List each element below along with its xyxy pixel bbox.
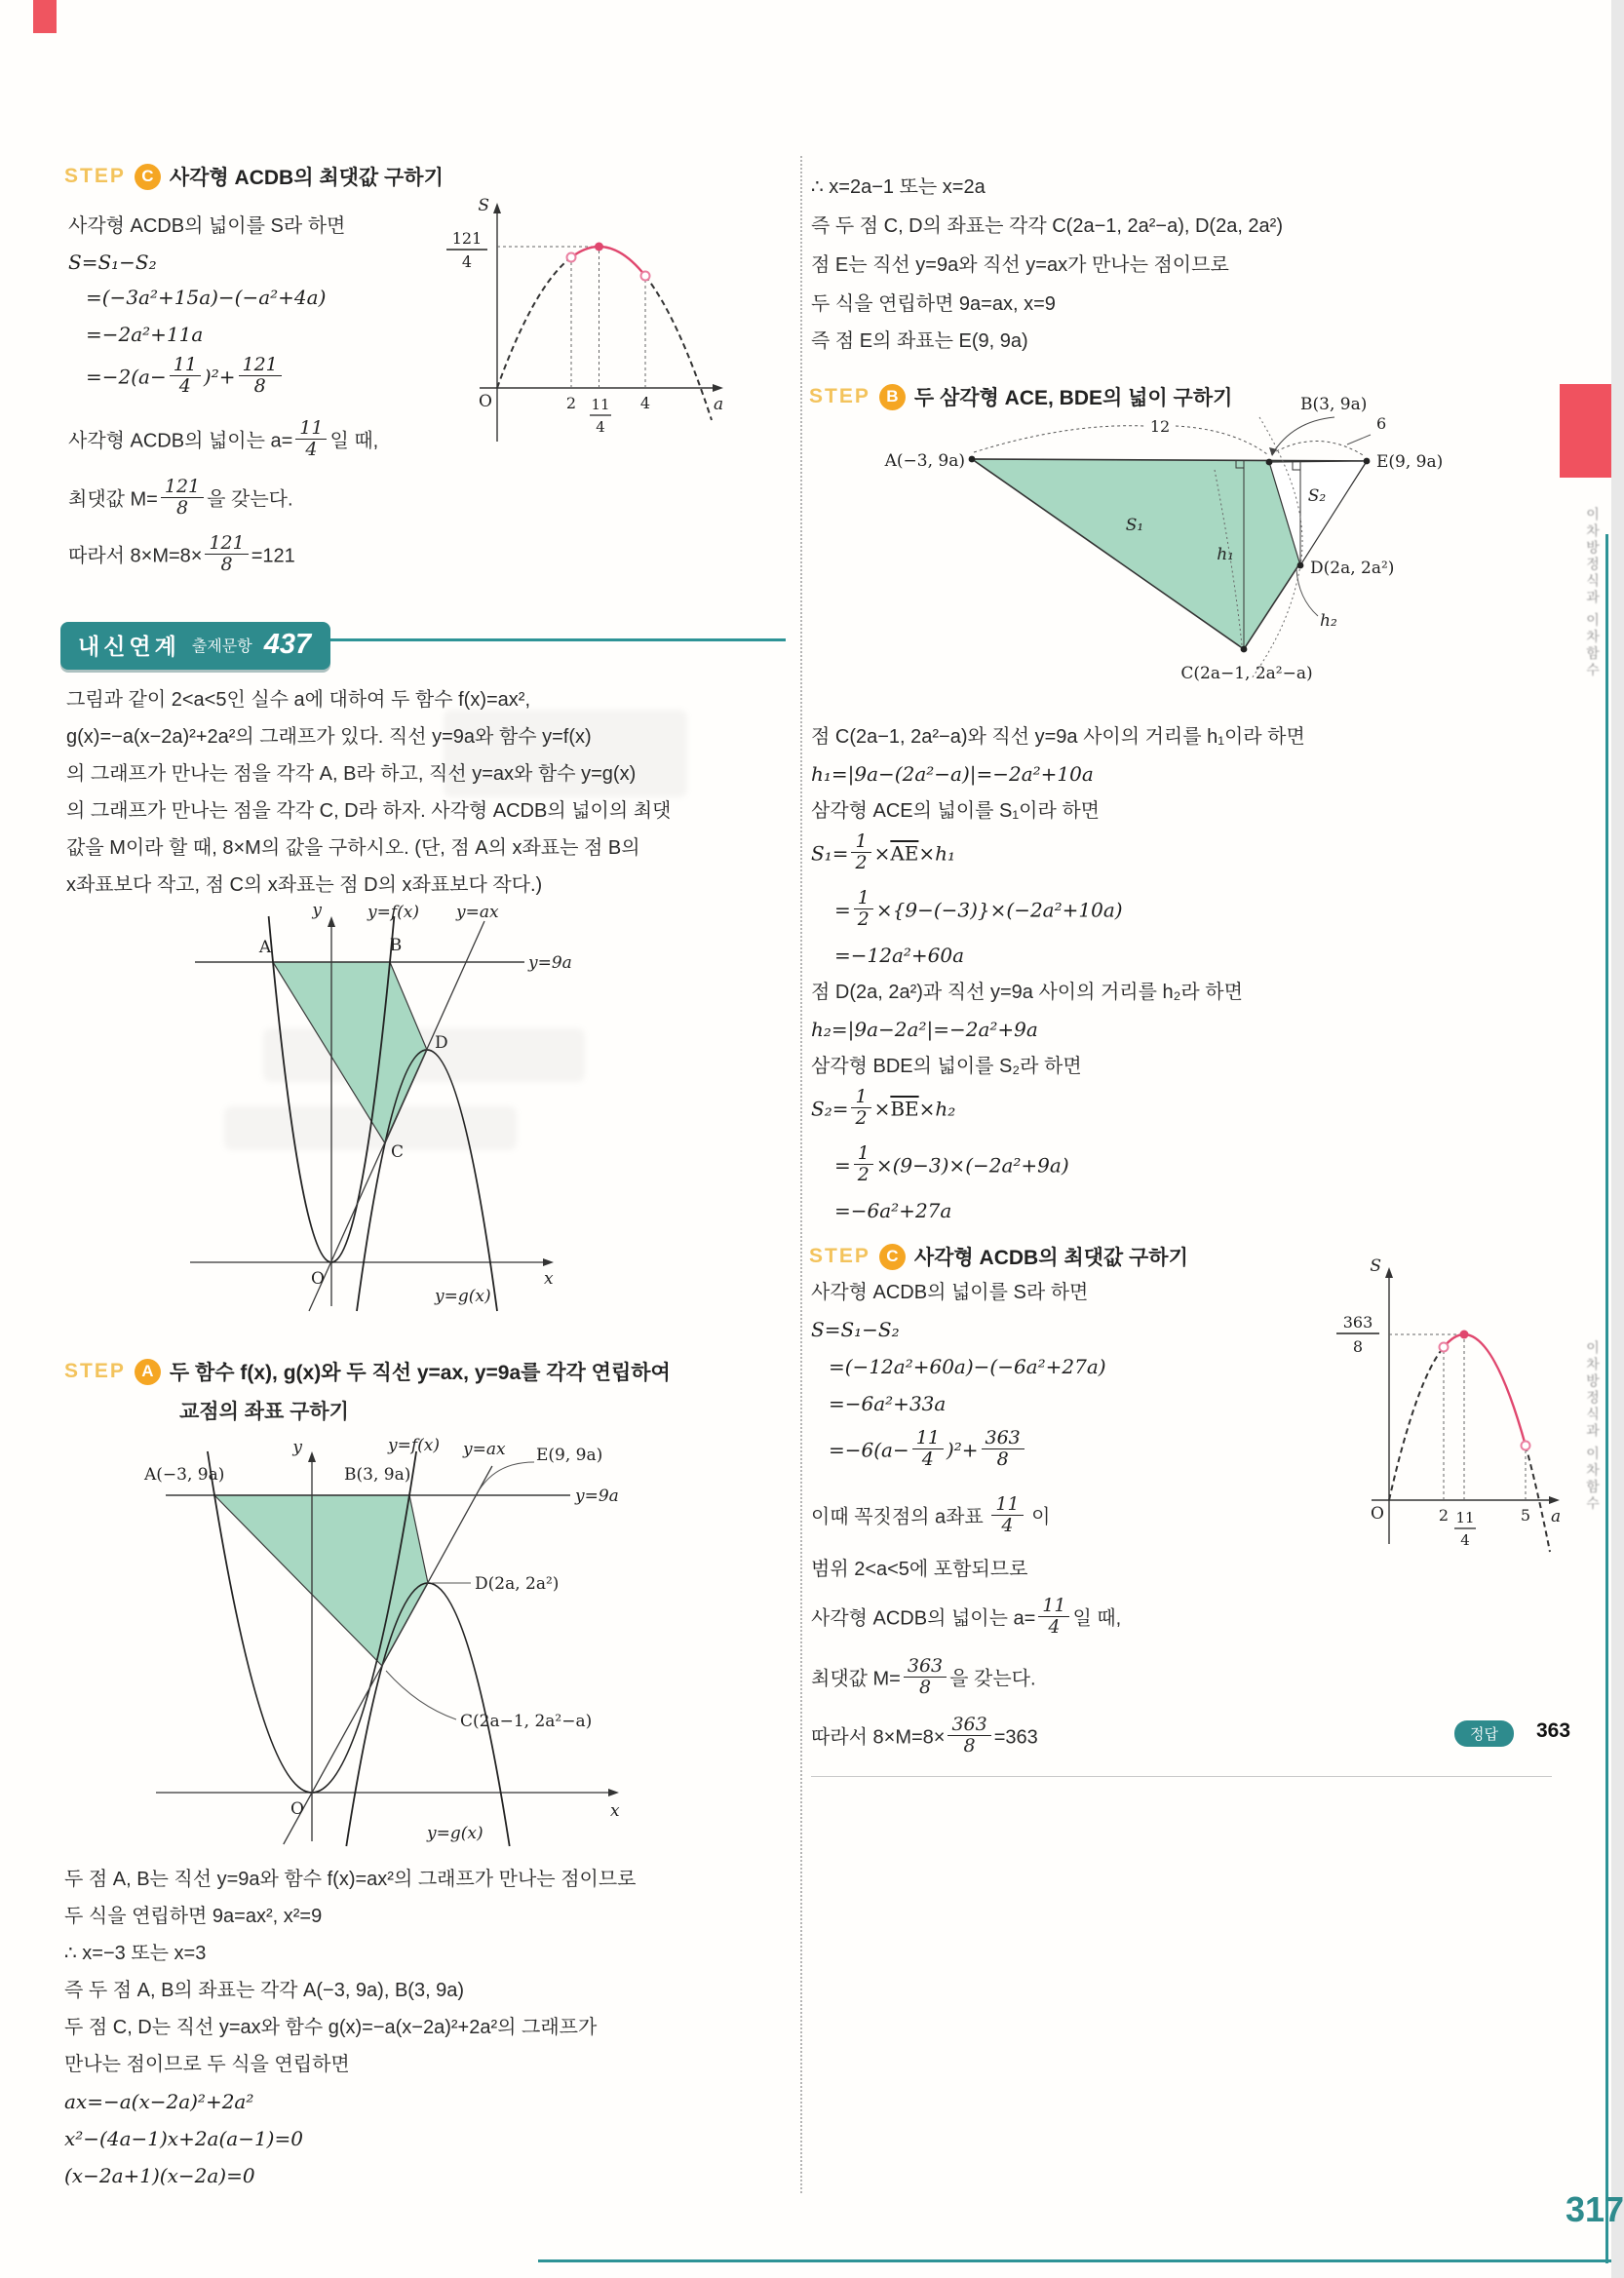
solution-line: 삼각형 ACE의 넓이를 S₁이라 하면 [811, 800, 1100, 822]
point-label-A: A(−3, 9a) [144, 1465, 225, 1485]
equation-line: =−12a²+60a [834, 944, 965, 967]
step-word: STEP [64, 165, 126, 187]
text-line: 이때 꼭짓점의 a좌표 $\frac{11}{4}$ 이 [811, 1493, 1051, 1536]
measure-12: 12 [1149, 417, 1171, 436]
area-label-s1: S₁ [1125, 516, 1144, 535]
axis-label-s: S [478, 196, 489, 215]
section-divider [811, 1776, 1552, 1777]
equation-line: S=S₁−S₂ [68, 251, 157, 274]
step-c-left-header [64, 162, 444, 191]
line-label-9a: y=9a [528, 953, 572, 973]
equation-line: S₂= $\frac{1}{2}$ $\times\overline{BE}\times h_2$ [811, 1086, 956, 1129]
height-label-h2: h₂ [1320, 611, 1337, 631]
axis-label-y: y [312, 901, 322, 920]
tick-5: 5 [1520, 1506, 1531, 1525]
step-a-header [64, 1357, 671, 1386]
solution-line: 즉 두 점 C, D의 좌표는 각각 C(2a−1, 2a²−a), D(2a, 2a²) [811, 215, 1283, 237]
problem-line: x좌표보다 작고, 점 C의 x좌표는 점 D의 x좌표보다 작다.) [66, 874, 543, 896]
page-bottom-rule [538, 2259, 1611, 2262]
equation-line: = $\frac{1}{2}$ ×(9−3)×(−2a²+9a) [834, 1142, 1069, 1185]
line-label-ax: y=ax [456, 903, 499, 922]
equation-line: ax=−a(x−2a)²+2a² [64, 2090, 254, 2113]
point-label-E: E(9, 9a) [1376, 452, 1444, 472]
curve-label-g: y=g(x) [427, 1824, 483, 1843]
line-label-9a: y=9a [575, 1486, 619, 1506]
equation-line: h₂=|9a−2a²|=−2a²+9a [811, 1018, 1038, 1041]
text-line: 사각형 ACDB의 넓이는 a= $\frac{11}{4}$ 일 때, [811, 1595, 1122, 1638]
graph-stepa-figure [136, 1437, 643, 1858]
tick-frac-num: 11 [1455, 1509, 1475, 1526]
page-number: 317 [1566, 2189, 1624, 2229]
point-label-C: C [391, 1142, 405, 1162]
graph-problem-figure [175, 901, 572, 1323]
tick-4: 4 [639, 394, 651, 412]
origin-label: O [479, 392, 492, 411]
page-edge-rule [1605, 534, 1608, 2263]
solution-line: 즉 두 점 A, B의 좌표는 각각 A(−3, 9a), B(3, 9a) [64, 1980, 465, 2001]
axis-label-a: a [714, 395, 724, 414]
corner-print-mark [33, 0, 57, 33]
chapter-tab [1560, 384, 1611, 478]
equation-line: (x−2a+1)(x−2a)=0 [64, 2164, 255, 2187]
problem-line: 의 그래프가 만나는 점을 각각 C, D라 하자. 사각형 ACDB의 넓이의 최댓 [66, 800, 672, 822]
measure-6: 6 [1376, 414, 1387, 433]
point-label-C: C(2a−1, 2a²−a) [1180, 664, 1313, 683]
equation-line: = $\frac{1}{2}$ ×{9−(−3)}×(−2a²+10a) [834, 887, 1123, 930]
point-label-B: B(3, 9a) [344, 1465, 411, 1485]
equation-line: =−6a²+33a [829, 1392, 947, 1415]
equation-line: S₁= $\frac{1}{2}$ $\times\overline{AE}\times h_1$ [811, 830, 956, 873]
step-title: 두 삼각형 ACE, BDE의 넓이 구하기 [913, 387, 1233, 409]
equation-line: =−2(a− $\frac{11}{4}$ )²+ $\frac{121}{8}$ [86, 358, 285, 399]
curve-label-g: y=g(x) [435, 1287, 491, 1306]
text-line: 따라서 8×M=8× $\frac{121}{8}$ =121 [68, 532, 295, 575]
text-line: 사각형 ACDB의 넓이는 a= $\frac{11}{4}$ 일 때, [68, 417, 379, 460]
axis-label-x: x [610, 1801, 620, 1821]
problem-box-rule [292, 638, 786, 641]
text-line: 사각형 ACDB의 넓이를 S라 하면 [68, 215, 346, 237]
badge-main: 내신연계 [78, 634, 180, 659]
height-label-h1: h₁ [1217, 545, 1234, 564]
solution-line: 만나는 점이므로 두 식을 연립하면 [64, 2054, 350, 2075]
text-line: 최댓값 M= $\frac{121}{8}$ 을 갖는다. [68, 476, 293, 519]
step-title: 사각형 ACDB의 최댓값 구하기 [913, 1247, 1188, 1269]
tick-frac-den: 4 [596, 418, 605, 436]
step-title: 두 함수 f(x), g(x)와 두 직선 y=ax, y=9a를 각각 연립하여 [169, 1362, 671, 1384]
solution-line: 점 C(2a−1, 2a²−a)와 직선 y=9a 사이의 거리를 h₁이라 하면 [811, 726, 1305, 748]
answer-badge: 정답 [1454, 1720, 1514, 1747]
graph-s-vs-a-right [1262, 1252, 1574, 1578]
text-line: 범위 2<a<5에 포함되므로 [811, 1559, 1028, 1580]
solution-line: ∴ x=−3 또는 x=3 [64, 1943, 207, 1964]
origin-label: O [1371, 1504, 1384, 1524]
side-vertical-text: 이차방정식과 이차함수 [1585, 1340, 1601, 1513]
point-label-D: D(2a, 2a²) [1310, 559, 1395, 578]
equation-line: h₁=|9a−(2a²−a)|=−2a²+10a [811, 762, 1094, 786]
step-title-line2: 교점의 좌표 구하기 [179, 1401, 349, 1423]
solution-line: 두 식을 연립하면 9a=ax, x=9 [811, 293, 1056, 315]
problem-line: g(x)=−a(x−2a)²+2a²의 그래프가 있다. 직선 y=9a와 함수 y=f(x) [66, 726, 592, 748]
point-label-B: B(3, 9a) [1300, 395, 1368, 414]
badge-number: 437 [263, 629, 312, 660]
solution-line: 즉 점 E의 좌표는 E(9, 9a) [811, 330, 1028, 352]
frac-num: 121 [451, 229, 483, 248]
origin-label: O [311, 1269, 325, 1289]
step-b-badge-icon: B [879, 384, 906, 410]
equation-line: =(−3a²+15a)−(−a²+4a) [86, 286, 327, 309]
frac-den: 8 [1352, 1337, 1364, 1356]
tick-frac-num: 11 [591, 396, 610, 413]
solution-line: 두 점 A, B는 직선 y=9a와 함수 f(x)=ax²의 그래프가 만나는 점이므로 [64, 1869, 637, 1890]
frac-den: 4 [461, 252, 473, 271]
step-c-badge-icon: C [879, 1244, 906, 1270]
step-c-badge-icon: C [135, 164, 161, 190]
step-word: STEP [64, 1360, 126, 1382]
equation-line: =−6(a− $\frac{11}{4}$ )²+ $\frac{363}{8}$ [829, 1431, 1027, 1472]
solution-line: 점 E는 직선 y=9a와 직선 y=ax가 만나는 점이므로 [811, 254, 1229, 276]
equation-line: x²−(4a−1)x+2a(a−1)=0 [64, 2127, 303, 2150]
badge-sub: 출제문항 [191, 638, 252, 655]
problem-badge [60, 622, 330, 670]
column-divider [800, 156, 802, 2193]
solution-line: ∴ x=2a−1 또는 x=2a [811, 176, 986, 198]
curve-label-f: y=f(x) [367, 903, 419, 922]
text-line: 최댓값 M= $\frac{363}{8}$ 을 갖는다. [811, 1655, 1036, 1698]
frac-num: 363 [1342, 1313, 1373, 1332]
solution-line: 삼각형 BDE의 넓이를 S₂라 하면 [811, 1056, 1082, 1077]
area-label-s2: S₂ [1307, 486, 1327, 506]
point-label-A: A(−3, 9a) [884, 451, 965, 471]
equation-line: =−2a²+11a [86, 323, 204, 346]
equation-line: S=S₁−S₂ [811, 1318, 900, 1341]
tick-2: 2 [565, 394, 577, 412]
axis-label-y: y [292, 1438, 302, 1457]
tick-2: 2 [1438, 1506, 1450, 1525]
graph-s-vs-a-left [439, 193, 731, 471]
step-a-badge-icon: A [135, 1359, 161, 1385]
answer-value: 363 [1536, 1719, 1571, 1742]
origin-label: O [290, 1799, 304, 1819]
tick-frac-den: 4 [1460, 1531, 1470, 1549]
point-label-C: C(2a−1, 2a²−a) [460, 1712, 593, 1731]
axis-label-s: S [1370, 1256, 1381, 1276]
text-line: 따라서 8×M=8× $\frac{363}{8}$ =363 [811, 1714, 1038, 1757]
step-c-right-header [809, 1242, 1188, 1271]
axis-label-x: x [544, 1269, 554, 1289]
solution-line: 두 식을 연립하면 9a=ax², x²=9 [64, 1906, 323, 1927]
step-word: STEP [809, 1245, 870, 1267]
equation-line: =−6a²+27a [834, 1199, 952, 1222]
point-label-E: E(9, 9a) [536, 1446, 603, 1465]
graph-triangles-diagram [842, 394, 1466, 723]
point-label-A: A [258, 938, 272, 957]
problem-line: 그림과 같이 2<a<5인 실수 a에 대하여 두 함수 f(x)=ax², [66, 689, 531, 711]
point-label-D: D [435, 1033, 448, 1053]
problem-line: 의 그래프가 만나는 점을 각각 A, B라 하고, 직선 y=ax와 함수 y=g(x) [66, 763, 637, 785]
axis-label-a: a [1551, 1507, 1562, 1526]
text-line: 사각형 ACDB의 넓이를 S라 하면 [811, 1282, 1089, 1303]
line-label-ax: y=ax [463, 1440, 506, 1459]
solution-line: 두 점 C, D는 직선 y=ax와 함수 g(x)=−a(x−2a)²+2a²의 그래프가 [64, 2017, 598, 2038]
side-vertical-text: 이차방정식과 이차함수 [1585, 507, 1601, 679]
curve-label-f: y=f(x) [388, 1436, 440, 1455]
equation-line: =(−12a²+60a)−(−6a²+27a) [829, 1355, 1106, 1378]
point-label-D: D(2a, 2a²) [475, 1574, 560, 1594]
step-title: 사각형 ACDB의 최댓값 구하기 [169, 167, 444, 189]
step-word: STEP [809, 385, 870, 407]
solution-line: 점 D(2a, 2a²)과 직선 y=9a 사이의 거리를 h₂라 하면 [811, 982, 1243, 1003]
point-label-B: B [389, 936, 403, 955]
problem-line: 값을 M이라 할 때, 8×M의 값을 구하시오. (단, 점 A의 x좌표는 점 B의 [66, 837, 640, 859]
